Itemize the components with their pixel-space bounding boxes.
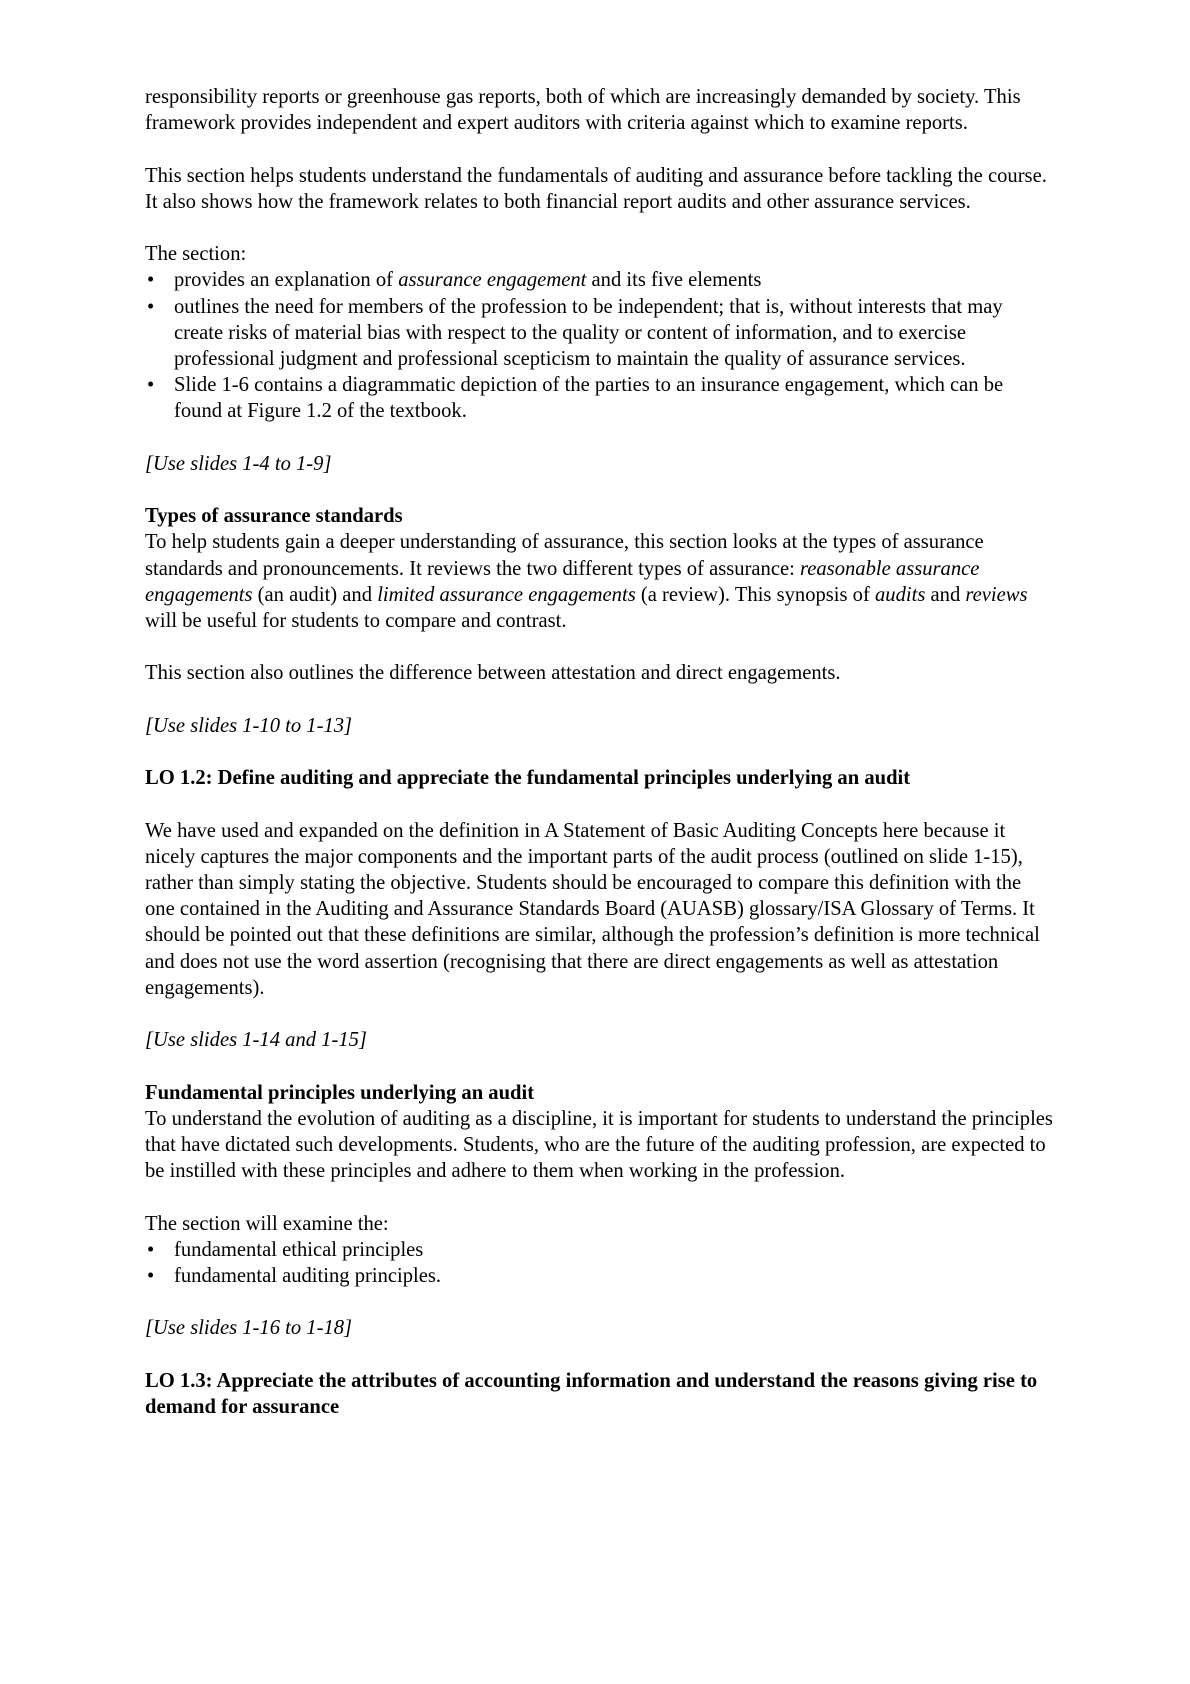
section-fundamental-principles [145,1080,1055,1185]
bullet-icon: • [147,1264,155,1287]
list-item: • provides an explanation of assurance engagement and its five elements [145,267,1055,293]
section-examine-label: The section will examine the: [145,1212,389,1235]
paragraph-section-fundamentals: This section helps students understand the fundamentals of auditing and assurance before tackling the course. It also shows how the framework relates to both financial report audits and other assurance services. [145,164,1047,213]
section-bullet-list [145,267,1055,424]
list-item: • Slide 1-6 contains a diagrammatic depiction of the parties to an insurance engagement, which can be found at Figure 1.2 of the textbook. [147,374,1004,423]
slide-reference-note: [Use slides 1-16 to 1-18] [145,1317,353,1340]
bullet-icon: • [147,269,155,292]
list-item: • fundamental auditing principles. [145,1263,1055,1289]
bullet-icon: • [147,1238,155,1261]
slide-reference-note: [Use slides 1-10 to 1-13] [145,714,353,737]
paragraph-attestation: This section also outlines the difference between attestation and direct engagements. [145,662,841,685]
principles-bullet-list [145,1237,1055,1289]
emphasis-term: assurance engagement [398,269,587,292]
section-types-of-assurance [145,503,1055,634]
heading-lo-1-2: LO 1.2: Define auditing and appreciate the fundamental principles underlying an audit [145,767,911,790]
bullet-icon: • [147,374,155,397]
bullet-icon: • [147,295,155,318]
list-item: • fundamental ethical principles [145,1237,1055,1263]
slide-reference-note: [Use slides 1-4 to 1-9] [145,452,332,475]
heading-types-of-assurance: Types of assurance standards [145,505,403,528]
heading-lo-1-3: LO 1.3: Appreciate the attributes of accounting information and understand the reasons giving rise to demand for assurance [145,1369,1038,1418]
section-intro-label: The section: [145,243,247,266]
paragraph-fundamental-principles: To understand the evolution of auditing as a discipline, it is important for students to understand the principles that have dictated such developments. Students, who are the future of the auditing profession, are expected to be instilled with these principles and adhere to them when working in the profession. [145,1107,1053,1183]
list-item: • outlines the need for members of the profession to be independent; that is, without interests that may create risks of material bias with respect to the quality or content of information, and to exercise professional judgment and professional scepticism to maintain the quality of assurance services. [147,295,1003,370]
slide-reference-note: [Use slides 1-14 and 1-15] [145,1029,367,1052]
paragraph-framework-intro: responsibility reports or greenhouse gas reports, both of which are increasingly demanded by society. This framework provides independent and expert auditors with criteria against which to examine reports. [145,86,1021,135]
paragraph-definition: We have used and expanded on the definition in A Statement of Basic Auditing Concepts here because it nicely captures the major components and the important parts of the audit process (outlined on slide 1-15), rather than simply stating the objective. Students should be encouraged to compare this definition with the one contained in the Auditing and Assurance Standards Board (AUASB) glossary/ISA Glossary of Terms. It should be pointed out that these definitions are similar, although the profession’s definition is more technical and does not use the word assertion (recognising that there are direct engagements as well as attestation engagements). [145,819,1040,999]
page-content [145,84,1055,1420]
paragraph-types-of-assurance: To help students gain a deeper understanding of assurance, this section looks at the types of assurance standards and pronouncements. It reviews the two different types of assurance: reasonable assurance engagements (an audit) and limited assurance engagements (a review). This synopsis of audits and reviews will be useful for students to compare and contrast. [145,531,1028,632]
heading-fundamental-principles: Fundamental principles underlying an audit [145,1081,535,1104]
